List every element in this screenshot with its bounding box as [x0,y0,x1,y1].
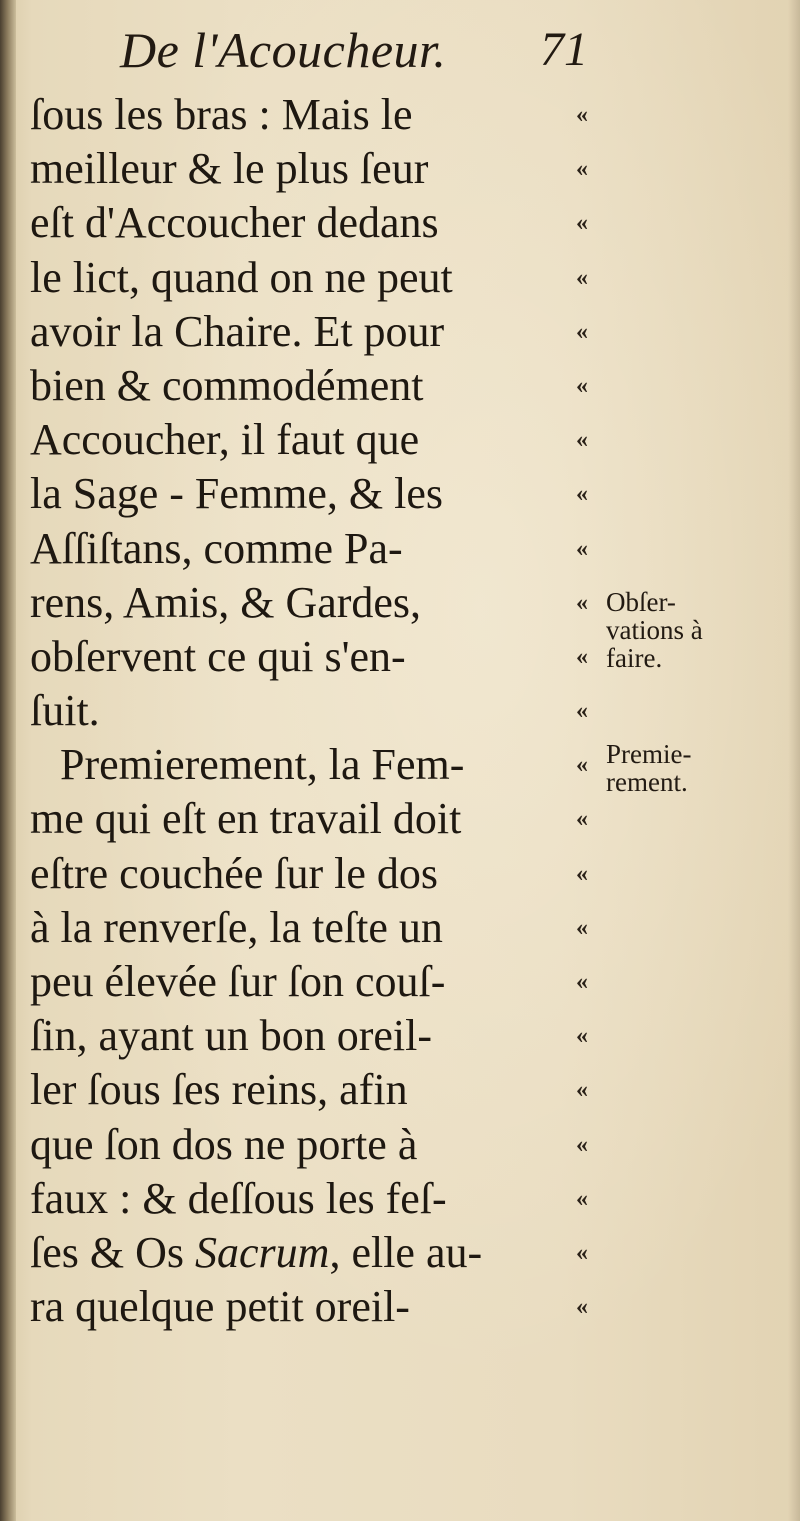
quote-mark: « [576,481,588,508]
margin-note-line: rement. [606,767,688,797]
text-line: me qui eſt en travail doit [30,794,462,844]
sacrum-italic-word: Sacrum [195,1227,330,1277]
text-line: bien & commodément [30,360,424,410]
text-line [30,1226,570,1280]
quote-mark: « [576,643,588,670]
quote-mark: « [576,318,588,345]
text-line: à la renverſe, la teſte un [30,902,443,952]
margin-note-observations [606,588,703,672]
text-line: le lict, quand on ne peut [30,252,453,302]
quote-mark: « [576,1131,588,1158]
quote-mark: « [576,372,588,399]
text-line: eſtre couchée ſur le dos [30,848,439,898]
text-line: avoir la Chaire. Et pour [30,306,445,356]
text-line-start: ſes & Os [30,1227,184,1277]
quote-mark: « [576,698,588,725]
page-edge-shadow [788,0,800,1521]
quote-mark: « [576,914,588,941]
quote-mark: « [576,264,588,291]
margin-note-line: Premie- [606,739,692,769]
text-line: peu élevée ſur ſon couſ- [30,957,446,1006]
quote-mark: « [576,806,588,833]
margin-note-premierement [606,740,691,796]
text-line: Premierement, la Fem- [60,740,465,790]
text-line: meilleur & le plus ſeur [30,144,429,194]
margin-note-line: vations à [606,615,703,645]
text-line: Accoucher, il faut que [30,415,420,465]
text-line: obſervent ce qui s'en- [30,631,406,681]
margin-note-line: faire. [606,643,663,673]
margin-note-line: Obſer- [606,587,676,617]
body-text [30,88,570,1334]
running-title: De l'Acoucheur. [120,22,447,78]
quote-mark: « [576,102,588,128]
text-line: Aſſiſtans, comme Pa- [30,523,403,573]
running-header [120,18,600,82]
text-line: que ſon dos ne porte à [30,1119,418,1169]
quote-mark: « [576,589,588,616]
quote-mark: « [576,860,588,887]
text-line: ſin, ayant un bon oreil- [30,1011,433,1061]
quote-mark: « [576,1023,588,1050]
quote-mark: « [576,156,588,183]
page-number: 71 [540,23,588,76]
quote-mark: « [576,427,588,454]
quote-mark: « [576,210,588,237]
text-line-end: , elle au- [329,1227,483,1277]
text-line: ra quelque petit oreil- [30,1282,410,1332]
text-line: faux : & deſſous les feſ- [30,1173,447,1223]
page-gutter [0,0,16,1521]
quote-mark: « [576,1185,588,1212]
quote-mark: « [576,752,588,779]
text-line: ſous les bras : Mais le [30,90,413,139]
quote-mark: « [576,1077,588,1104]
text-line: rens, Amis, & Gardes, [30,577,422,627]
text-line: la Sage - Femme, & les [30,469,444,519]
text-line: ler ſous ſes reins, afin [30,1065,408,1115]
text-line: ſuit. [30,686,100,736]
quote-mark: « [576,969,588,995]
quote-mark: « [576,1294,588,1321]
text-line: eſt d'Accoucher dedans [30,198,439,248]
quote-mark: « [576,1239,588,1266]
quote-mark: « [576,535,588,562]
quotation-marks-column [567,88,597,1334]
